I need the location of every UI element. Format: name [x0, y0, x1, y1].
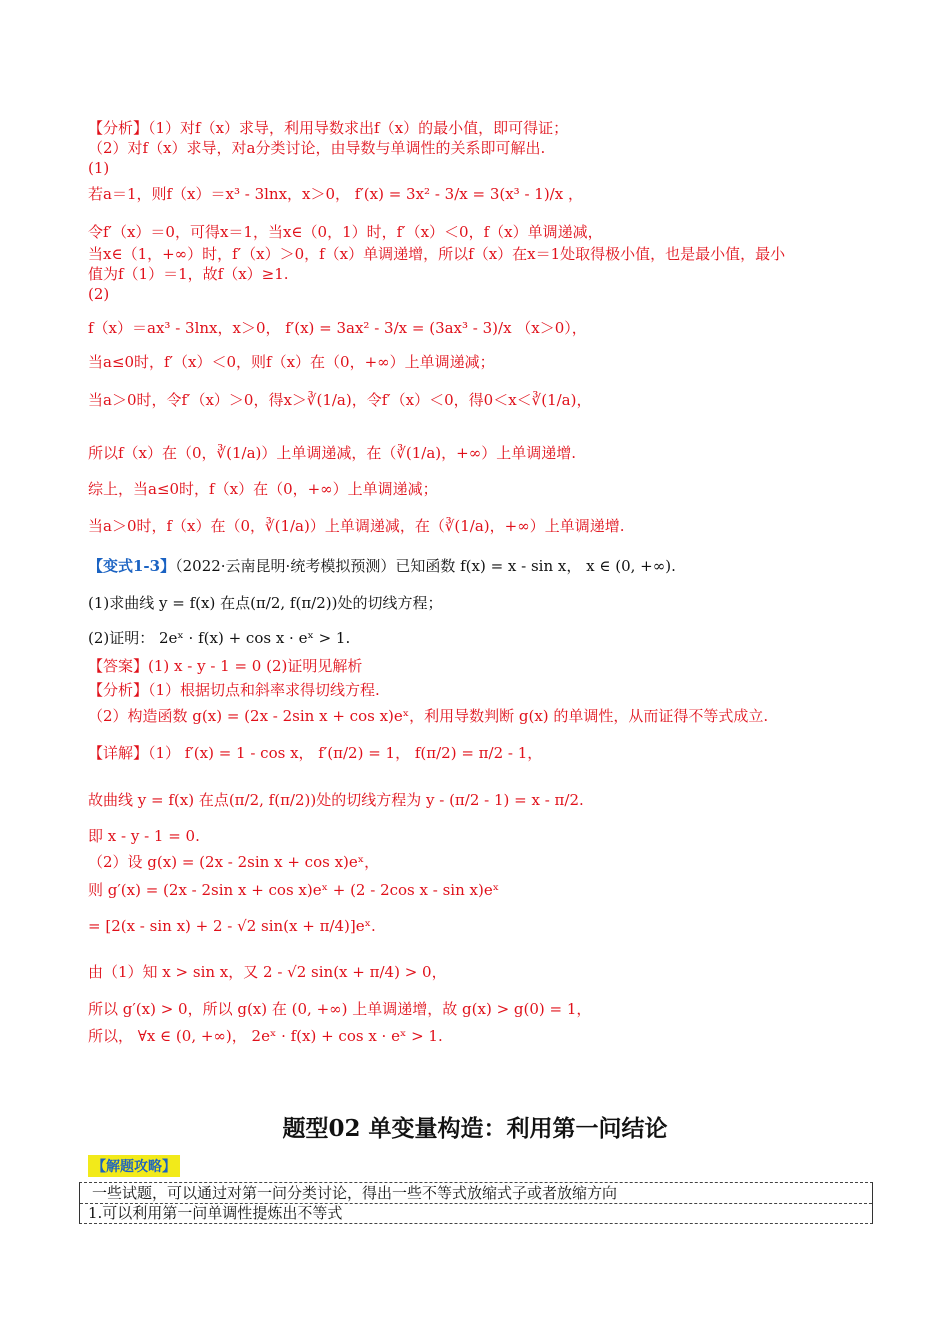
line-text: 【答案】(1) x - y - 1 = 0 (2)证明见解析 [88, 657, 363, 675]
strategy-label: 【解题攻略】 [88, 1155, 180, 1177]
text-line-l24 [88, 852, 379, 872]
line-text: = [2(x - sin x) + 2 - √2 sin(x + π/4)]eˣ. [88, 917, 376, 935]
text-line-l17 [88, 628, 350, 648]
line-text: (1) [88, 159, 110, 177]
strategy-row-2: 1.可以利用第一问单调性提炼出不等式 [88, 1204, 343, 1222]
strategy-row-1: 一些试题，可以通过对第一问分类讨论，得出一些不等式放缩式子或者放缩方向 [80, 1183, 872, 1204]
line-text: f（x）＝ax³ - 3lnx，x＞0， f′(x) = 3ax² - 3/x = (3ax³ - 3)/x （x＞0）， [88, 319, 587, 337]
line-text: 故曲线 y = f(x) 在点(π/2, f(π/2))处的切线方程为 y - (π/2 - 1) = x - π/2. [88, 791, 584, 809]
text-line-l13 [88, 479, 438, 499]
text-line-l4 [88, 184, 583, 204]
line-text: 【详解】（1） f′(x) = 1 - cos x， f′(π/2) = 1， f(π/2) = π/2 - 1， [88, 744, 543, 762]
text-line-l21 [88, 743, 542, 763]
line-text: (2)证明： 2eˣ · f(x) + cos x · eˣ > 1. [88, 629, 351, 647]
line-text: 综上，当a≤0时，f（x）在（0，+∞）上单调递减； [88, 480, 438, 498]
strategy-box [79, 1182, 873, 1224]
line-text: （2）设 g(x) = (2x - 2sin x + cos x)eˣ， [88, 853, 380, 871]
text-line-l3 [88, 158, 109, 178]
section-heading: 题型02 单变量构造：利用第一问结论 [282, 1115, 668, 1142]
line-text: 当a＞0时，f（x）在（0，∛(1/a)）上单调递减，在（∛(1/a)，+∞）上单调递增. [88, 517, 625, 535]
line-text: 当x∈（1，+∞）时，f′（x）＞0，f（x）单调递增，所以f（x）在x＝1处取得极小值，也是最小值，最小 [88, 245, 786, 263]
line-text: 即 x - y - 1 = 0. [88, 827, 200, 845]
text-line-l10 [88, 352, 495, 372]
line-text: 值为f（1）＝1，故f（x）≥1. [88, 265, 289, 283]
line-text: (1)求曲线 y = f(x) 在点(π/2, f(π/2))处的切线方程； [88, 594, 443, 612]
text-line-l26 [88, 916, 376, 936]
text-line-l1 [88, 118, 568, 138]
text-line-l20 [88, 706, 768, 726]
text-line-l7 [88, 264, 289, 284]
text-line-l12 [88, 443, 576, 463]
text-line-l8 [88, 284, 109, 304]
line-text: 当a≤0时，f′（x）＜0，则f（x）在（0，+∞）上单调递减； [88, 353, 495, 371]
text-line-l14 [88, 516, 624, 536]
text-line-l23 [88, 826, 200, 846]
text-line-l2 [88, 138, 545, 158]
text-line-l29 [88, 1026, 443, 1046]
text-line-l15 [88, 556, 676, 576]
line-text: 【分析】（1）根据切点和斜率求得切线方程. [88, 681, 380, 699]
text-line-l11 [88, 390, 591, 410]
text-line-l6 [88, 244, 785, 264]
text-line-l9 [88, 318, 587, 338]
text-line-l18 [88, 656, 362, 676]
variant-tag: 【变式1-3】 [88, 557, 176, 575]
line-text: （2）对f（x）求导，对a分类讨论，由导数与单调性的关系即可解出. [88, 139, 546, 157]
line-text: 由（1）知 x > sin x，又 2 - √2 sin(x + π/4) > 0， [88, 963, 447, 981]
line-text: 所以 g′(x) > 0，所以 g(x) 在 (0, +∞) 上单调递增，故 g(x) > g(0) = 1， [88, 1000, 592, 1018]
line-text: 所以f（x）在（0，∛(1/a)）上单调递减，在（∛(1/a)，+∞）上单调递增. [88, 444, 576, 462]
line-text: 所以， ∀x ∈ (0, +∞)， 2eˣ · f(x) + cos x · eˣ > 1. [88, 1027, 443, 1045]
line-text: 当a＞0时，令f′（x）＞0，得x＞∛(1/a)，令f′（x）＜0，得0＜x＜∛(1/a)， [88, 391, 592, 409]
line-text: （2022·云南昆明·统考模拟预测）已知函数 f(x) = x - sin x， x ∈ (0, +∞). [175, 557, 676, 575]
text-line-l5 [88, 222, 603, 242]
text-line-l27 [88, 962, 447, 982]
text-line-l22 [88, 790, 584, 810]
line-text: 令f′（x）＝0，可得x＝1，当x∈（0，1）时，f′（x）＜0，f（x）单调递减， [88, 223, 603, 241]
line-text: 若a＝1，则f（x）＝x³ - 3lnx，x＞0， f′(x) = 3x² - 3/x = 3(x³ - 1)/x ， [88, 185, 583, 203]
line-text: （2）构造函数 g(x) = (2x - 2sin x + cos x)eˣ，利用导数判断 g(x) 的单调性，从而证得不等式成立. [88, 707, 769, 725]
line-text: 则 g′(x) = (2x - 2sin x + cos x)eˣ + (2 - 2cos x - sin x)eˣ [88, 881, 500, 899]
text-line-l28 [88, 999, 591, 1019]
line-text: (2) [88, 285, 110, 303]
line-text: 【分析】（1）对f（x）求导，利用导数求出f（x）的最小值，即可得证； [88, 119, 569, 137]
text-line-l19 [88, 680, 380, 700]
text-line-l25 [88, 880, 499, 900]
text-line-l16 [88, 593, 443, 613]
